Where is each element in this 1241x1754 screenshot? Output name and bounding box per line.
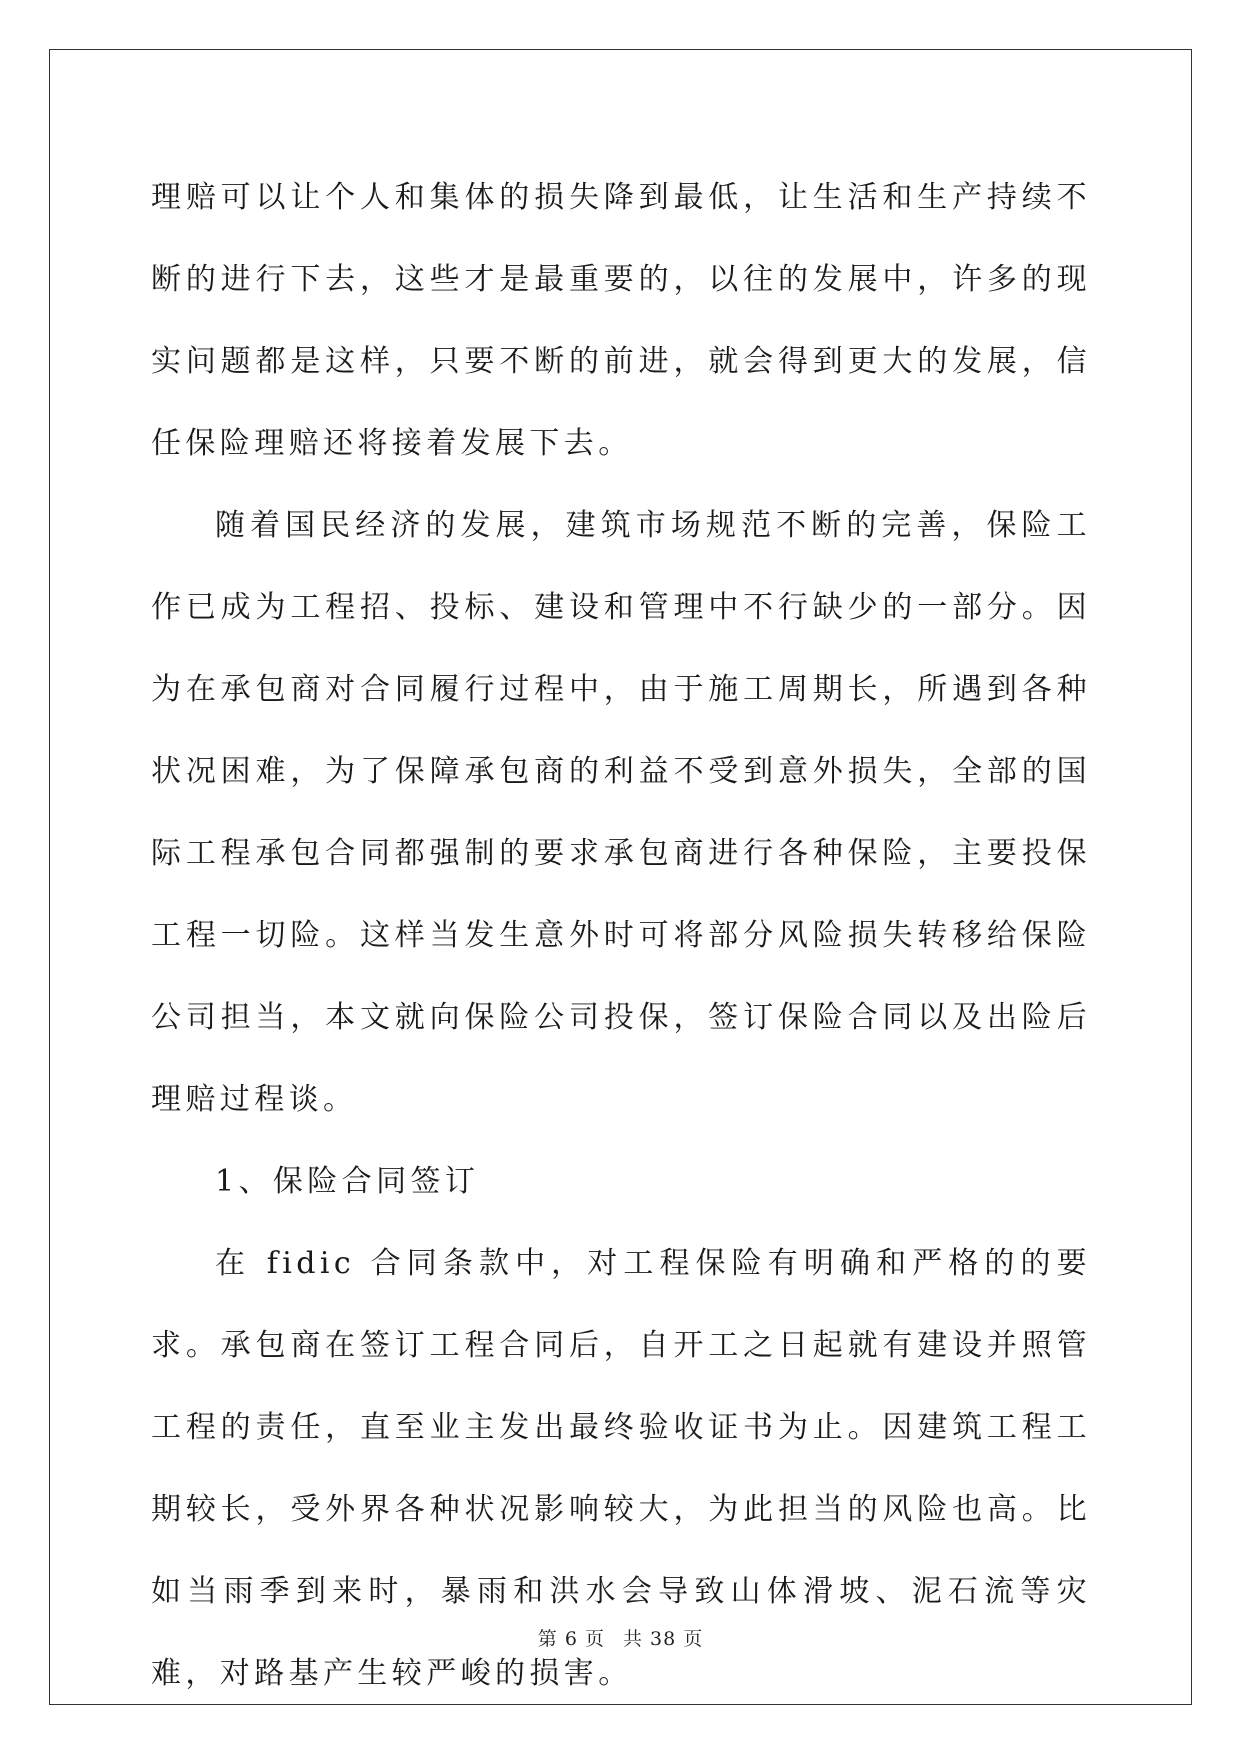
page-footer	[0, 1624, 1241, 1651]
paragraph-construction-insurance: 随着国民经济的发展，建筑市场规范不断的完善，保险工作已成为工程招、投标、建设和管理中不行缺少的一部分。因为在承包商对合同履行过程中，由于施工周期长，所遇到各种状况困难，为了保障承包商的利益不受到意外损失，全部的国际工程承包合同都强制的要求承包商进行各种保险，主要投保工程一切险。这样当发生意外时可将部分风险损失转移给保险公司担当，本文就向保险公司投保，签订保险合同以及出险后理赔过程谈。	[151, 508, 1091, 1117]
paragraph-claims-importance: 理赔可以让个人和集体的损失降到最低，让生活和生产持续不断的进行下去，这些才是最重要的，以往的发展中，许多的现实问题都是这样，只要不断的前进，就会得到更大的发展，信任保险理赔还将接着发展下去。	[151, 180, 1091, 461]
page-number-current: 第 6 页	[537, 1628, 605, 1650]
paragraph-fidic-terms: 在 fidic 合同条款中，对工程保险有明确和严格的的要求。承包商在签订工程合同后，自开工之日起就有建设并照管工程的责任，直至业主发出最终验收证书为止。因建筑工程工期较长，受外界各种状况影响较大，为此担当的风险也高。比如当雨季到来时，暴雨和洪水会导致山体滑坡、泥石流等灾难，对路基产生较严峻的损害。	[151, 1246, 1091, 1691]
page-number-total: 共 38 页	[622, 1628, 704, 1650]
document-body	[151, 157, 1091, 1715]
section-heading-contract-signing: 1、保险合同签订	[215, 1164, 480, 1199]
